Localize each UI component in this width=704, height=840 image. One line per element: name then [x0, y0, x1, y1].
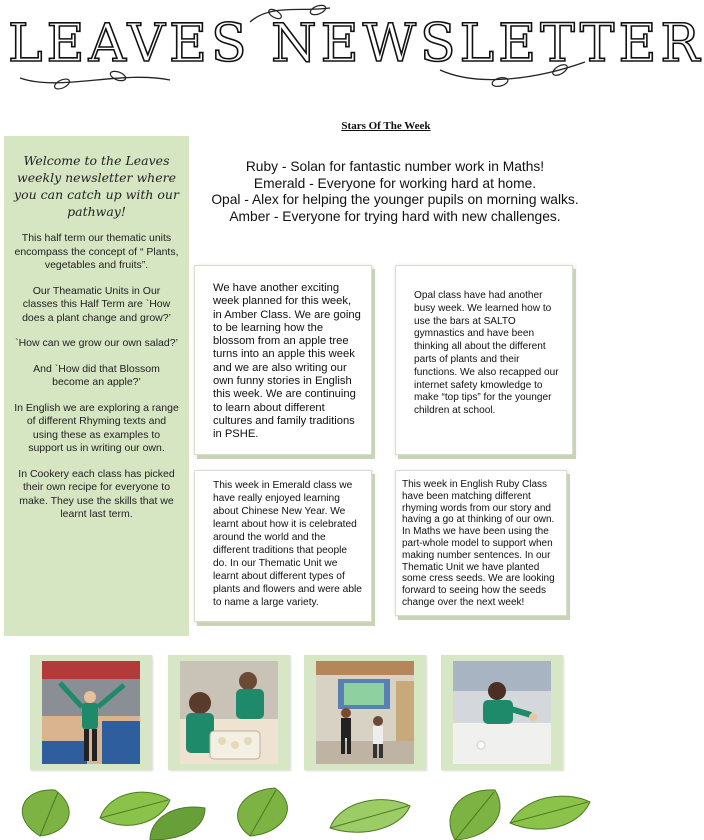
photo-cookery: [168, 655, 290, 770]
sidebar-paragraph: In English we are exploring a range of different Rhyming texts and using these as examples to support us in writing our own.: [14, 401, 179, 454]
stars-heading: Stars Of The Week: [341, 120, 431, 132]
classroom-image: [316, 661, 414, 764]
amber-class-text: We have another exciting week planned for this week, in Amber Class. We are going to be learning how the blossom from an apple tree turns into an apple this week and we are also writing our own funny stories in English this week. We are continuing to learn about different cultures and family traditions in PSHE.: [213, 282, 361, 441]
opal-class-text: Opal class have had another busy week. We learned how to use the bars at SALTO gymnastics and have been thinking all about the different parts of plants and their functions. We also recapped our internet safety kmowledge to make “top tips” for the younger children at school.: [414, 290, 559, 417]
leaf-icon: [510, 796, 590, 829]
opal-class-box: [395, 265, 573, 455]
gymnastics-image: [42, 661, 140, 764]
planting-image: [453, 661, 551, 764]
sidebar-paragraph: In Cookery each class has picked their own recipe for everyone to make. They use the skills that we learnt last term.: [18, 467, 175, 520]
leaves-decoration: [0, 778, 593, 840]
photo-gymnastics: [30, 655, 152, 770]
leaf-icon: [330, 800, 410, 833]
emerald-class-text: This week in Emerald class we have really enjoyed learning about Chinese New Year. We learnt about how it is celebrated around the world and the different traditions that people do. In our Thematic Unit we learnt about different types of plants and flowers and were able to name a large variety.: [213, 480, 362, 608]
cookery-image: [180, 661, 278, 764]
sidebar-paragraph: Our Theamatic Units in Our classes this Half Term are `How does a plant change and grow?’: [22, 284, 171, 324]
star-item-opal: Opal - Alex for helping the younger pupils on morning walks.: [211, 192, 579, 207]
ruby-class-box: [395, 470, 567, 616]
leaf-icon: [22, 790, 69, 836]
star-item-amber: Amber - Everyone for trying hard with new challenges.: [229, 208, 561, 224]
photo-classroom: [304, 655, 426, 770]
sidebar-paragraph: `How can we grow our own salad?’: [15, 337, 178, 349]
stars-list: [200, 159, 590, 225]
star-item-ruby: Ruby - Solan for fantastic number work in Maths!: [245, 159, 545, 174]
newsletter-header: [0, 0, 704, 100]
sidebar-paragraph: And `How did that Blossom become an apple?’: [33, 362, 160, 388]
newsletter-title: LEAVES NEWSLETTER: [8, 14, 704, 74]
emerald-class-box: [194, 470, 372, 622]
photo-planting: [441, 655, 563, 770]
leaf-icon: [450, 790, 500, 840]
leaf-icon: [238, 788, 288, 836]
sidebar-paragraph: This half term our thematic units encompass the concept of “ Plants, vegetables and fruits”.: [14, 232, 179, 271]
amber-class-box: [194, 265, 372, 455]
ruby-class-text: This week in English Ruby Class have been matching different rhyming words from our story and having a go at thinking of our own. In Maths we have been using the part-whole model to support when making number sentences. In our Thematic Unit we have planted some cress seeds. We are looking forward to seeing how the seeds change over the next week!: [402, 479, 555, 608]
star-item-emerald: Emerald - Everyone for working hard at home.: [253, 175, 537, 191]
welcome-message: Welcome to the Leaves weekly newsletter where you can catch up with our pathway!: [14, 153, 179, 219]
sidebar-panel: [4, 136, 189, 636]
